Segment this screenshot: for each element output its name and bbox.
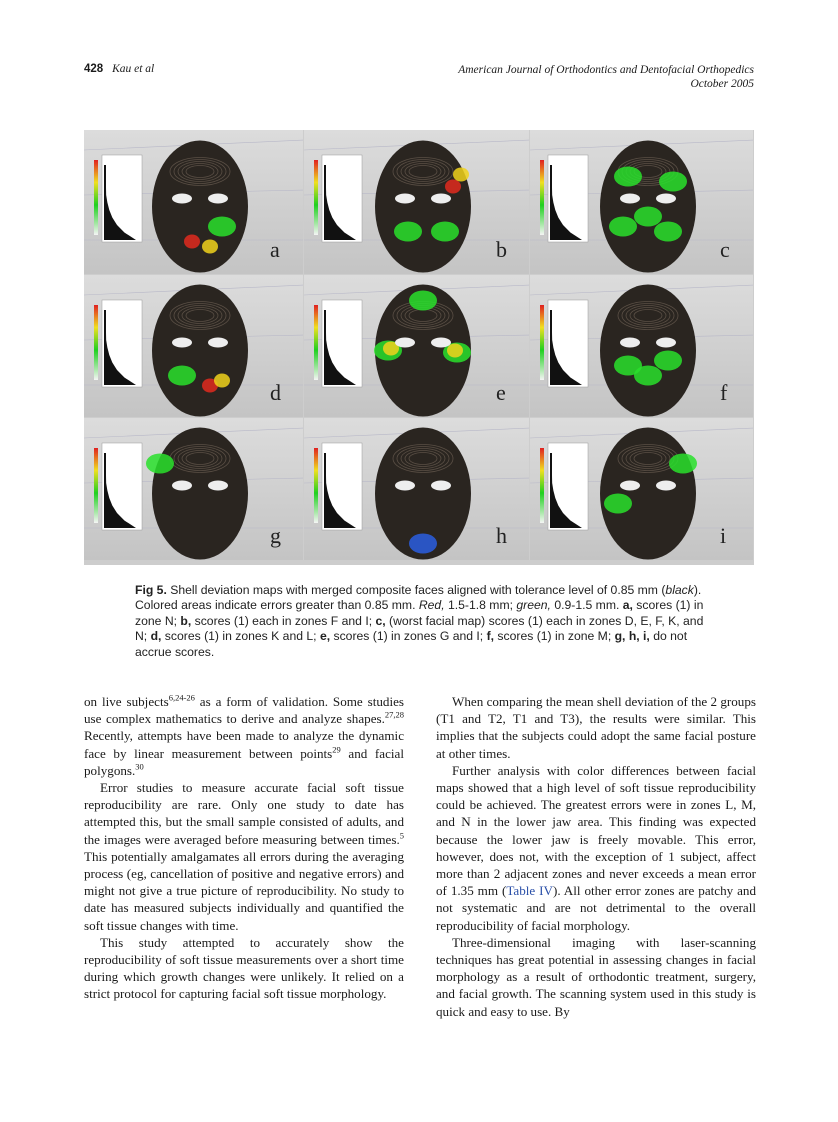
panel-label: g: [270, 523, 281, 548]
eye-region: [431, 194, 451, 204]
text: ). All other error zones are patchy and not systematic and are not detrimental to the overall reproducibility of facial morphology.: [436, 883, 757, 933]
eye-region: [172, 194, 192, 204]
color-scale-bar: [540, 160, 544, 235]
panel-label: e: [496, 380, 506, 405]
eye-region: [395, 338, 415, 348]
page-number: 428: [84, 63, 104, 75]
face-shell: [600, 285, 696, 417]
caption-d: d,: [150, 629, 162, 644]
error-region: [654, 222, 682, 242]
eye-region: [431, 481, 451, 491]
paragraph: This study attempted to accurately show the reproducibility of soft tissue measurements over a short time during which growth changes were unlikely. It relied on a strict protocol for capturing facial soft tissue morphology.: [84, 934, 404, 1002]
caption-text: scores (1) in zone N;: [135, 598, 704, 628]
color-scale-bar: [540, 305, 544, 380]
paragraph: Three-dimensional imaging with laser-scanning techniques has great potential in assessing changes in facial morphology as a result of orthodontic treatment, surgery, and facial growth. The scanning system used in this study is quick and easy to use. By: [436, 934, 756, 1019]
caption-text: scores (1) each in zones F and I;: [191, 613, 376, 628]
error-region: [659, 172, 687, 192]
eye-region: [656, 194, 676, 204]
color-scale-bar: [540, 448, 544, 523]
panel-label: h: [496, 523, 507, 548]
table-iv-link[interactable]: Table IV: [506, 883, 553, 899]
eye-region: [172, 338, 192, 348]
error-region: [431, 222, 459, 242]
panel-label: a: [270, 237, 280, 262]
text: as a form of validation. Some studies use complex mathematics to derive and analyze shapes.: [84, 694, 404, 727]
text: Recently, attempts have been made to analyze the dynamic face by linear measurement between points: [84, 728, 404, 761]
color-scale-bar: [314, 448, 318, 523]
eye-region: [208, 481, 228, 491]
eye-region: [208, 194, 228, 204]
caption-b: b,: [180, 613, 192, 628]
error-region: [394, 222, 422, 242]
text: Further analysis with color differences between facial maps showed that a high level of soft tissue reproducibility could be achieved. The greatest errors were in zones L, M, and N in the lower jaw area. This finding was expected because the lower jaw is freely movable. This error, however, does not, with the exception of 1 subject, affect more than 2 adjacent zones and never exceeds a mean error of 1.35 mm (: [436, 762, 756, 899]
face-map-panel-a: [84, 130, 303, 274]
eye-region: [208, 338, 228, 348]
error-region: [634, 207, 662, 227]
error-region: [168, 366, 196, 386]
caption-green: green,: [516, 598, 551, 613]
eye-region: [395, 194, 415, 204]
eye-region: [620, 194, 640, 204]
citation: 30: [135, 761, 144, 772]
caption-text: scores (1) in zones G and I;: [330, 629, 487, 644]
error-region: [604, 494, 632, 514]
caption-text: Shell deviation maps with merged composite faces aligned with tolerance level of 0.85 mm (: [166, 583, 666, 597]
color-scale-bar: [94, 305, 98, 380]
color-scale-bar: [314, 160, 318, 235]
body-column-left: [84, 693, 404, 1003]
error-region: [214, 374, 230, 388]
face-map-panel-b: [304, 130, 529, 274]
paragraph: When comparing the mean shell deviation of the 2 groups (T1 and T2, T1 and T3), the results were similar. This implies that the subjects could adopt the same facial posture at other times.: [436, 694, 756, 761]
panel-label: b: [496, 237, 507, 262]
error-region: [669, 454, 697, 474]
running-header-left: [84, 63, 154, 75]
text: This potentially amalgamates all errors during the averaging process (eg, cancellation of positive and negative errors) and might not give a true picture of reproducibility. No study to date has measured subjects individually and quantified the soft tissue changes with time.: [84, 848, 404, 933]
eye-region: [620, 481, 640, 491]
eye-region: [395, 481, 415, 491]
face-shell: [152, 141, 248, 273]
caption-text: 1.5-1.8 mm;: [444, 598, 517, 613]
error-region: [654, 351, 682, 371]
eye-region: [431, 338, 451, 348]
panel-label: d: [270, 380, 281, 405]
face-shell: [600, 428, 696, 560]
panel-label: c: [720, 237, 730, 262]
text: on live subjects: [84, 694, 169, 709]
paragraph: [84, 693, 404, 779]
panel-label: i: [720, 523, 727, 548]
error-region: [447, 344, 463, 358]
face-map-panel-f: [530, 275, 753, 417]
caption-text: ). Colored areas indicate errors greater than 0.85 mm.: [135, 583, 702, 613]
eye-region: [656, 338, 676, 348]
error-region: [614, 167, 642, 187]
paragraph: [84, 779, 404, 934]
caption-text: do not accrue scores.: [135, 629, 688, 659]
error-region: [184, 235, 200, 249]
caption-label: Fig 5.: [135, 583, 167, 597]
running-authors: Kau et al: [112, 63, 155, 75]
caption-c: c,: [375, 613, 386, 628]
face-map-panel-c: [530, 130, 753, 274]
error-region: [609, 217, 637, 237]
eye-region: [656, 481, 676, 491]
eye-region: [620, 338, 640, 348]
caption-text: scores (1) in zones K and L;: [161, 629, 320, 644]
figure-5: [84, 130, 754, 565]
caption-f: f,: [486, 629, 495, 644]
face-shell: [375, 141, 471, 273]
error-region: [453, 168, 469, 182]
panel-label: f: [720, 380, 728, 405]
face-shell: [152, 285, 248, 417]
caption-text: scores (1) in zone M;: [494, 629, 615, 644]
citation: 29: [332, 744, 341, 755]
issue-date: October 2005: [690, 78, 754, 90]
text: Error studies to measure accurate facial soft tissue reproducibility are rare. Only one study to date has attempted this, but the small sample consisted of adults, and the images were averaged before measuring between times.: [84, 780, 404, 847]
color-scale-bar: [94, 160, 98, 235]
caption-red: Red,: [418, 598, 445, 613]
face-map-panel-i: [530, 418, 753, 560]
journal-name: American Journal of Orthodontics and Dentofacial Orthopedics: [458, 64, 754, 76]
citation: 27,28: [384, 709, 404, 720]
text: and facial polygons.: [84, 745, 404, 778]
error-region: [634, 366, 662, 386]
color-scale-bar: [314, 305, 318, 380]
caption-black: black: [665, 583, 694, 597]
caption-text: (worst facial map) scores (1) each in zones D, E, F, K, and N;: [135, 613, 704, 644]
citation: 6,24-26: [168, 692, 195, 703]
figure-caption: [135, 583, 705, 660]
face-shell: [152, 428, 248, 560]
color-scale-bar: [94, 448, 98, 523]
eye-region: [172, 481, 192, 491]
face-map-panel-d: [84, 275, 303, 417]
error-region: [146, 454, 174, 474]
error-region: [409, 291, 437, 311]
caption-e: e,: [319, 629, 331, 644]
citation: 5: [399, 830, 404, 841]
face-map-panel-e: [304, 275, 529, 417]
face-map-panel-g: [84, 418, 303, 560]
caption-ghi: g, h, i,: [614, 629, 650, 644]
error-region: [202, 240, 218, 254]
caption-text: 0.9-1.5 mm.: [550, 598, 623, 613]
body-column-right: [436, 693, 756, 1020]
face-map-panel-h: [304, 418, 529, 560]
running-header-right: [458, 63, 754, 91]
error-region: [208, 217, 236, 237]
paragraph: [436, 762, 756, 934]
caption-a: a,: [622, 598, 633, 613]
error-region: [445, 180, 461, 194]
error-region: [409, 534, 437, 554]
